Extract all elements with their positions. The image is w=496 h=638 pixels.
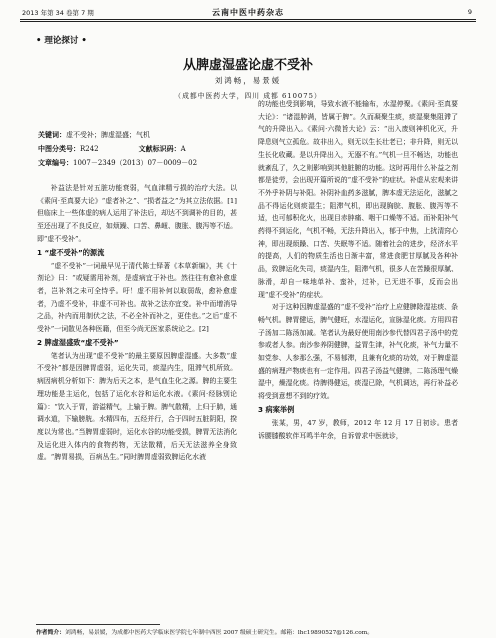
- article-title: 从脾虚湿盛论虚不受补: [182, 58, 313, 73]
- classification: [38, 144, 186, 154]
- footnote-text: 刘鸿畅，易景媛，为成都中医药大学临床医学院七年制中西医 2007 级硕士研究生。邮箱：lhc19890527@126.com。: [65, 630, 373, 636]
- clc-value: R242: [80, 145, 99, 153]
- header-rule-thin: [20, 21, 476, 22]
- left-column: [37, 182, 237, 464]
- article-id-value: 1007－2349（2013）07－0009－02: [73, 159, 198, 167]
- footnote-label: 作者简介：: [36, 630, 65, 636]
- keywords-label: 关键词：: [38, 131, 66, 139]
- header-rule: [20, 19, 476, 20]
- right-column: [258, 98, 458, 442]
- column-tag: • 理论探讨 •: [36, 36, 87, 46]
- article-id-label: 文章编号：: [38, 159, 73, 167]
- journal-issue: 2013 年第 34 卷第 7 期: [22, 9, 94, 17]
- section-3-heading: 3 病案举例: [258, 404, 295, 414]
- intro-paragraph: 补益法是针对五脏功能衰弱，气血津精亏损的治疗大法。以《素问·至真要大论》“虚者补之”、“损者益之”为其立法依据。[1]但临床上一些体虚的病人运用了补法后，却达不到调补的目的，甚至还出现了不良反应，如烦躁、口苦、鼻衄、腹胀、腹泻等不适。即“虚不受补”。: [37, 184, 237, 243]
- continued-paragraph: 的功能也受到影响，导致水液不能输布，水湿停聚。《素问·至真要大论》：“诸湿肿满，皆属于脾”。久而凝聚生痰，痰湿聚集阻滞了气的升降出入。《素问·六微旨大论》云：“出入废则神机化灭，升降息则气立孤危。故非出入，则无以生长壮老已；非升降，则无以生长化收藏。是以升降出入，无器不有。”气机一旦不畅达，功能也就紊乱了，久之则影响到其他脏腑的功能。这时再用什么补益之剂都是徒劳，会出现开篇所说的“虚不受补”的症状。补虚从宏观来讲不外乎补阴与补阳。补阴补血药多滋腻，脾本虚无法运化，滋腻之品不得运化则痰湿生；阻滞气机，即出现胸脘、腹胀、腹泻等不适，也可郁积化火，出现目赤肿痛、咽干口燥等不适。而补阳补气药得不到运化，气机不畅，无法升降出入，郁于中焦，上扰清窍心神，即出现烦躁、口苦、失眠等不适。随着社会的进步，经济水平的提高，人们的物质生活也日渐丰富，常进食肥甘厚腻及各种补品，致脾运化失司，痰湿内生，阻滞气机，很多人在苦躁很厚腻、脉滑，却自一味地单补、蛮补，过补，已无进不事，反而会出现“虚不受补”的症状。: [258, 100, 458, 299]
- article-id: [38, 158, 197, 168]
- doc-code-value: A: [180, 145, 186, 153]
- section-1-heading: 1 “虚不受补”的源流: [37, 247, 105, 257]
- section-2-heading: 2 脾虚湿盛致“虚不受补”: [37, 337, 119, 347]
- keywords-value: 虚不受补；脾虚湿盛；气机: [66, 131, 150, 139]
- author-footnote: [36, 627, 373, 636]
- case-paragraph: 张某，男，47 岁，教师，2012 年 12 月 17 日初诊。患者诉腰膝酸软伴耳鸣半年余，自诉曾求中医就诊，: [258, 418, 458, 440]
- authors: 刘鸿畅，易景媛: [214, 76, 282, 85]
- footnote-rule: [36, 624, 160, 625]
- section-2-paragraph: 笔者认为出现“虚不受补”的最主要原因脾虚湿盛。大多数“虚不受补”都是因脾胃虚弱，运化失司，痰湿内生，阻滞气机所致。病因病机分析如下：脾为后天之本，是气血生化之源。脾的主要生理功能是主运化，包括了运化水谷和运化水液。《素问·经脉别论篇》：“饮入于胃，游溢精气，上输于脾。脾气散精，上归于肺，通调水道，下输膀胱。水精四布，五经并行，合于四时五脏阴阳，揆度以为常也。”当脾胃虚弱时，运化水谷的功能受损，脾胃无法消化及运化进入体内的食物药物，无法散精，后天无法滋养全身致虚。“脾胃易损，百病丛生。”同时脾胃虚弱致脾运化水液: [37, 351, 237, 462]
- journal-name: 云南中医中药杂志: [212, 8, 284, 17]
- page-number: 9: [467, 8, 472, 16]
- affiliation: （成都中医药大学，四川 成都 610075）: [174, 92, 322, 100]
- section-1-paragraph: “虚不受补”一词最早见于清代陈士铎著《本草新编》，其《十剂论》曰：“或疑需用补剂，是虚病宜于补也。然往往有愈补愈虚者，岂补剂之未可全恃乎。吁！虚不用补何以取弱哉，愈补愈虚者，乃虚不受补，非虚不可补也。故补之法亦宜变。补中而增消导之品，补内而用制伏之法，不必全补而补之，更佳也。”之后“虚不受补”一词散见各种医籍，但至今尚无医家系统论之。[2]: [37, 261, 237, 334]
- doc-code-label: 文献标识码：: [138, 145, 181, 153]
- keywords: [38, 130, 150, 140]
- clc-label: 中图分类号：: [38, 145, 80, 153]
- treatment-paragraph: 对于这种因脾虚湿盛的“虚不受补”治疗上应健脾除湿祛痰、条畅气机。脾胃健运，脾气健旺，水湿运化，宣脉湿化痰。方用四君子汤加二陈汤加减。笔者认为最好使用南沙参代替四君子汤中的党参或者人参。南沙参养阴健脾，益胃生津，补气化痰，补气力量不如党参、人参那么强，不易郁滞，且兼有化痰的功效，对于脾虚湿盛的病理产物痰也有一定作用。四君子汤益气健脾，二陈汤理气燥湿中，燥湿化痰。待脾得健运，痰湿已除，气机调达，再行补益必将受到意想不到的疗效。: [258, 303, 458, 401]
